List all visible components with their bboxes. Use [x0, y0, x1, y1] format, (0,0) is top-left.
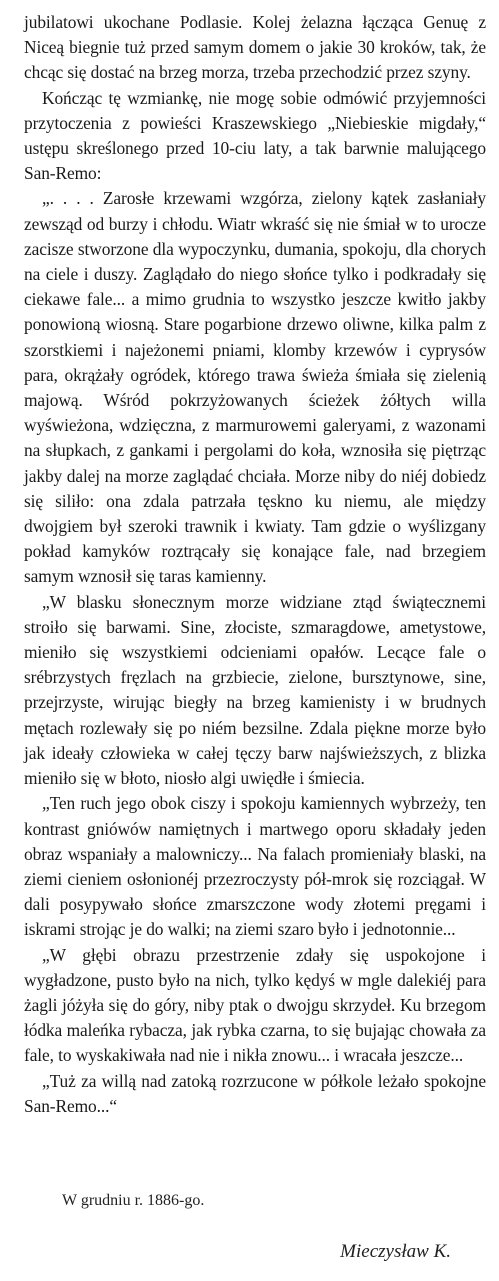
- dateline: W grudniu r. 1886-go.: [62, 1192, 205, 1209]
- text-column: [24, 10, 486, 1119]
- author-signature: Mieczysław K.: [340, 1241, 451, 1262]
- paragraph-1: jubilatowi ukochane Podlasie. Kolej żelazna łącząca Genuę z Niceą biegnie tuż przed samym domem o jakie 30 kroków, tak, że chcąc się dostać na brzeg morza, trzeba przechodzić przez szyny.: [24, 12, 486, 83]
- quote-paragraph-1: „. . . . Zarosłe krzewami wzgórza, zielony kątek zasłaniały zewsząd od burzy i chłodu. Wiatr wkraść się nie śmiał w to urocze zacisze stworzone dla wypoczynku, dumania, spokoju, dla chorych na ciele i duszy. Zaglądało do niego słońce tylko i podkradały się ciekawe fale... a mimo grudnia to wszystko jeszcze kwitło jakby ponowioną wiosną. Stare pogarbione drzewo oliwne, kilka palm z szorstkiemi i najeżonemi pniami, klomby krzewów i cyprysów para, okrążały ogródek, którego trawa świeża śmiała się zielenią majową. Wśród pokrzyżowanych ścieżek żółtych willa wyświeżona, wdzięczna, z marmurowemi galeryami, z wazonami na słupkach, z gankami i pergolami do koła, wznosiła się piętrząc jakby dalej na morze zaglądać chciała. Morze niby do niéj dobiedz się siliło: ona zdala patrzała tęskno ku niemu, ale między dwojgiem był szeroki trawnik i kwiaty. Tam gdzie o wyślizgany pokład kamyków roztrącały się konające fale, nad brzegiem samym wznosił się taras kamienny.: [24, 188, 486, 587]
- quote-paragraph-3: „Ten ruch jego obok ciszy i spokoju kamiennych wybrzeży, ten kontrast gniówów namiętnych i martwego oporu składały jeden obraz wspaniały a malowniczy... Na falach promieniały blaski, na ziemi cieniem osłonionéj przezroczysty pół-mrok się rozciągał. W dali posypywało słońce zmarszczone wody złotemi pręgami i iskrami strojąc je do walki; na ziemi szaro było i jednotonnie...: [24, 793, 486, 940]
- quote-paragraph-4: „W głębi obrazu przestrzenie zdały się uspokojone i wygładzone, pusto było na nich, tylko kędyś w mgle dalekiéj para żagli jóżyła się do góry, niby ptak o dwojgu skrzydeł. Ku brzegom łódka maleńka rybacza, jak rybka czarna, to się bujając chowała za fale, to wyskakiwała nad nie i nikła znowu... i wracała jeszcze...: [24, 944, 486, 1066]
- quote-paragraph-2: „W blasku słonecznym morze widziane ztąd świątecznemi stroiło się barwami. Sine, złociste, szmaragdowe, ametystowe, mieniło się wszystkiemi odcieniami opałów. Lecące fale o srébrzystych fręzlach na grzbiecie, zielone, bursztynowe, sine, przejrzyste, wirując biegły na brzeg kamienisty i w brudnych mętach rozlewały się po niém bezsilne. Zdala piękne morze było jak ideały człowieka w całej tęczy barw najświeższych, z blizka mieniło się w błoto, niosło algi uwiędłe i śmiecia.: [24, 591, 486, 789]
- paragraph-2: Kończąc tę wzmiankę, nie mogę sobie odmówić przyjemności przytoczenia z powieści Kraszewskiego „Niebieskie migdały,“ ustępu skreślonego przed 10-ciu laty, a tak barwnie malującego San-Remo:: [24, 87, 486, 184]
- quote-paragraph-5: „Tuż za willą nad zatoką rozrzucone w półkole leżało spokojne San-Remo...“: [24, 1070, 486, 1116]
